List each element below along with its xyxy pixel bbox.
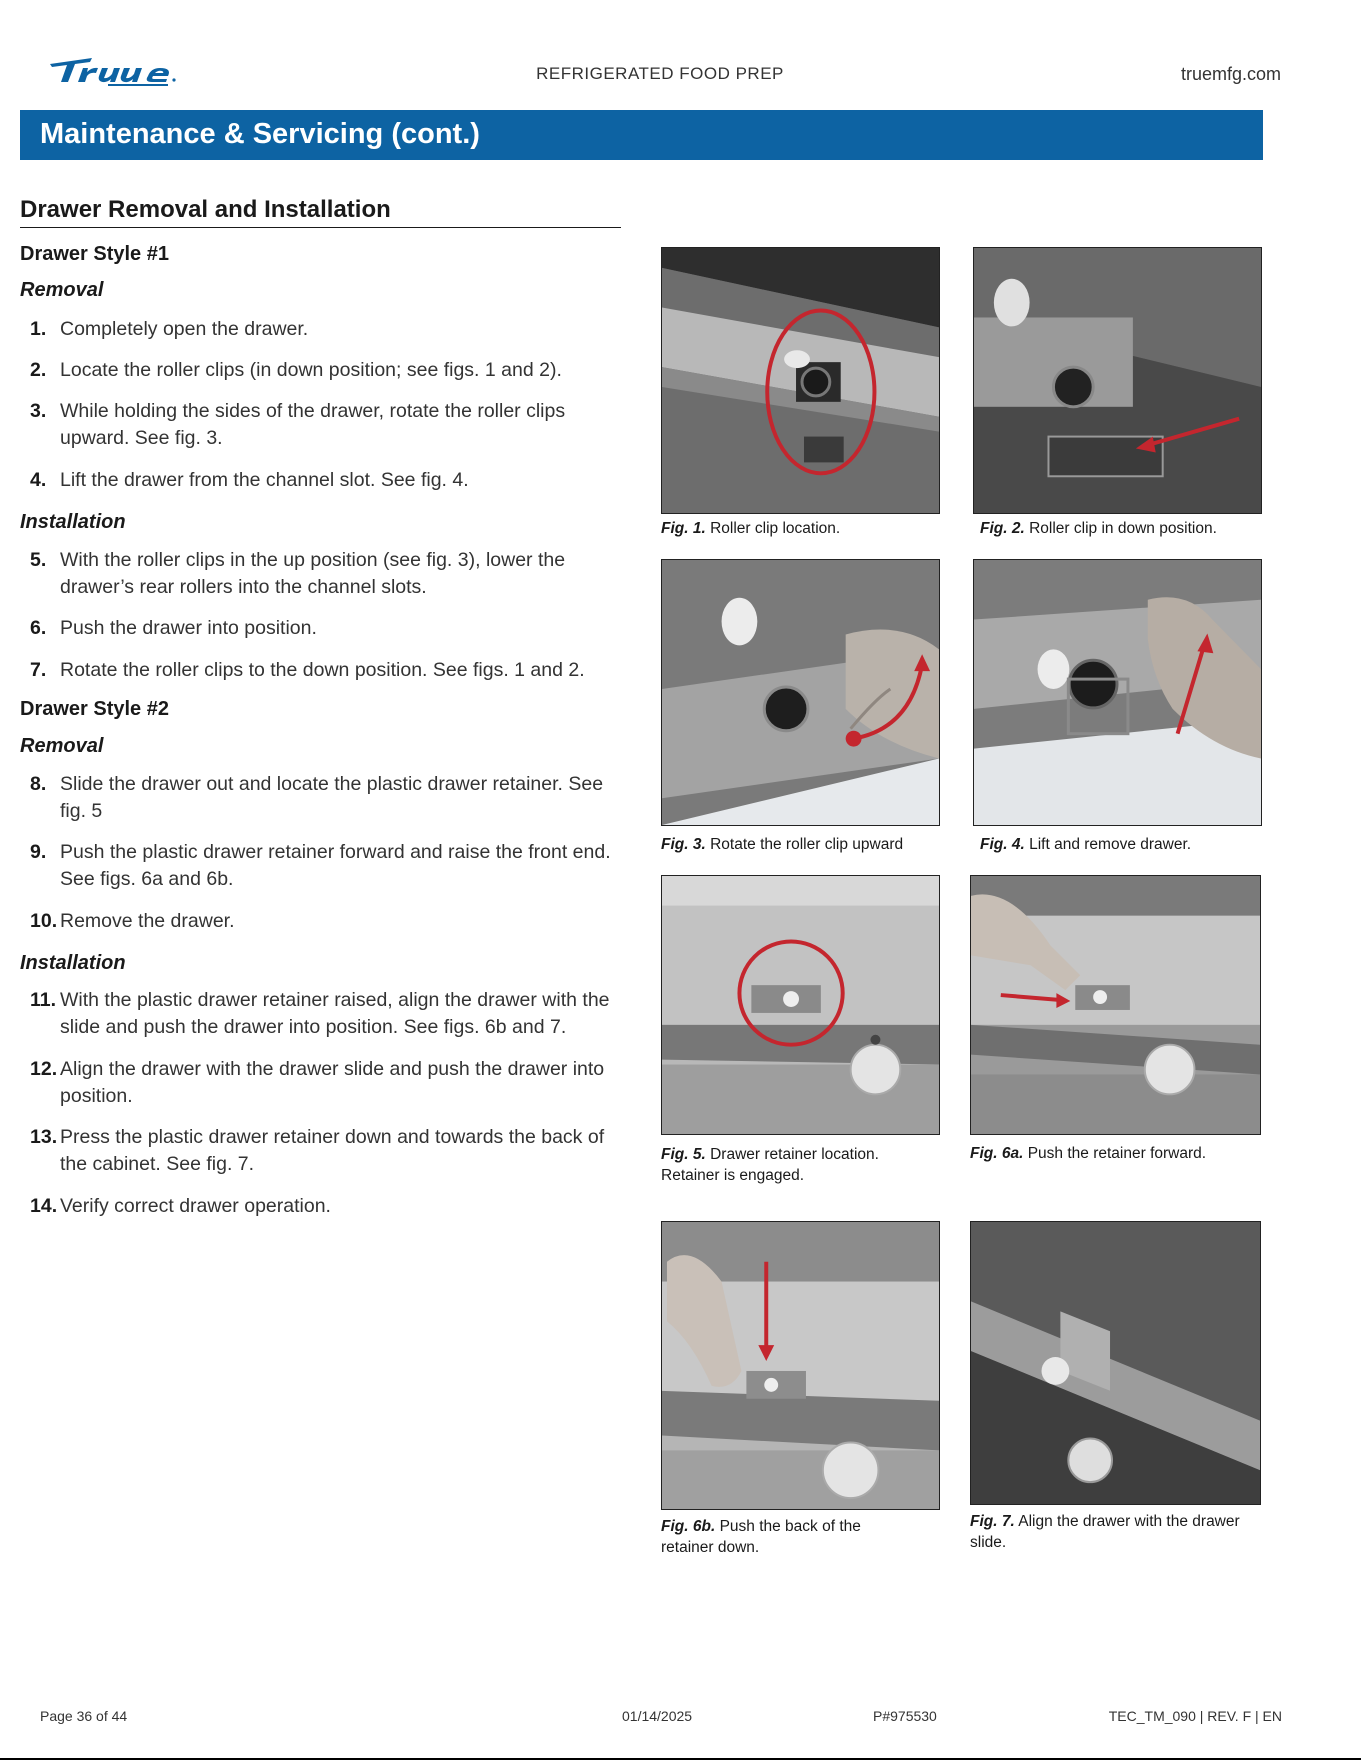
- figure-caption-text: Rotate the roller clip upward: [710, 836, 904, 853]
- step-item: [30, 398, 630, 452]
- banner-title: Maintenance & Servicing (cont.): [40, 118, 480, 150]
- figure-caption-text: Roller clip in down position.: [1029, 520, 1217, 537]
- step-number: 5.: [30, 549, 47, 571]
- step-text: Press the plastic drawer retainer down and towards the back of the cabinet. See fig. 7.: [60, 1126, 605, 1175]
- step-number: 1.: [30, 318, 47, 340]
- step-text: Locate the roller clips (in down position; see figs. 1 and 2).: [60, 359, 562, 381]
- figure-label: Fig. 3.: [661, 836, 706, 853]
- step-text: Align the drawer with the drawer slide and push the drawer into position.: [60, 1058, 605, 1107]
- footer-date: 01/14/2025: [622, 1708, 693, 1724]
- figure-5-photo: [661, 875, 940, 1135]
- figure-caption-text: Align the drawer with the drawer slide.: [970, 1513, 1240, 1551]
- footer-page-number: Page 36 of 44: [40, 1708, 128, 1724]
- figure-label: Fig. 7.: [970, 1513, 1015, 1530]
- step-number: 9.: [30, 841, 47, 863]
- step-number: 2.: [30, 359, 47, 381]
- step-number: 13.: [30, 1126, 58, 1148]
- figure-4-photo: [973, 559, 1262, 826]
- step-text: Lift the drawer from the channel slot. See fig. 4.: [60, 469, 469, 491]
- step-text: With the plastic drawer retainer raised, align the drawer with the slide and push the drawer into position. See figs. 6b and 7.: [60, 989, 610, 1038]
- figure-label: Fig. 2.: [980, 520, 1025, 537]
- step-item: [30, 615, 630, 642]
- step-item: [30, 1193, 630, 1220]
- figure-2-caption: [980, 518, 1270, 539]
- figure-6a-photo: [970, 875, 1261, 1135]
- step-item: [30, 467, 630, 494]
- step-number: 4.: [30, 469, 47, 491]
- figure-caption-text: Lift and remove drawer.: [1029, 836, 1192, 853]
- step-item: [30, 987, 630, 1041]
- figure-6b-photo: [661, 1221, 940, 1510]
- figure-label: Fig. 5.: [661, 1146, 706, 1163]
- step-text: Completely open the drawer.: [60, 318, 309, 340]
- step-number: 3.: [30, 400, 47, 422]
- step-item: [30, 657, 630, 684]
- style-1-installation-heading: Installation: [20, 511, 126, 533]
- figure-7-photo: [970, 1221, 1261, 1505]
- header-website: truemfg.com: [1180, 64, 1281, 84]
- header-document-type: REFRIGERATED FOOD PREP: [536, 64, 784, 83]
- step-item: [30, 316, 630, 343]
- step-item: [30, 771, 630, 825]
- footer-divider: [0, 1758, 1361, 1760]
- figure-label: Fig. 1.: [661, 520, 706, 537]
- figure-3-caption: [661, 834, 941, 855]
- step-item: [30, 1124, 630, 1178]
- step-item: [30, 357, 630, 384]
- step-item: [30, 1056, 630, 1110]
- figure-7-caption: [970, 1511, 1260, 1553]
- figure-label: Fig. 6a.: [970, 1145, 1024, 1162]
- section-banner: [20, 110, 1263, 160]
- figure-caption-text: Roller clip location.: [710, 520, 841, 537]
- figure-caption-text: Push the back of the retainer down.: [661, 1518, 861, 1556]
- figure-label: Fig. 6b.: [661, 1518, 716, 1535]
- figure-1-caption: [661, 518, 941, 539]
- step-item: [30, 839, 630, 893]
- figure-6a-caption: [970, 1143, 1260, 1164]
- step-number: 11.: [30, 989, 57, 1011]
- style-2-installation-heading: Installation: [20, 952, 126, 974]
- footer-document-id: TEC_TM_090 | REV. F | EN: [1108, 1708, 1282, 1724]
- step-number: 14.: [30, 1195, 58, 1217]
- step-number: 10.: [30, 910, 58, 932]
- style-2-removal-heading: Removal: [20, 735, 104, 757]
- step-text: Rotate the roller clips to the down position. See figs. 1 and 2.: [60, 659, 585, 681]
- figure-caption-text: Push the retainer forward.: [1027, 1145, 1207, 1162]
- figure-6b-caption: [661, 1516, 901, 1558]
- figure-3-photo: [661, 559, 940, 826]
- section-title: Drawer Removal and Installation: [20, 196, 391, 223]
- figure-5-caption: [661, 1144, 921, 1186]
- figure-label: Fig. 4.: [980, 836, 1025, 853]
- figure-2-photo: [973, 247, 1262, 514]
- step-item: [30, 908, 630, 935]
- figure-4-caption: [980, 834, 1270, 855]
- step-text: Push the plastic drawer retainer forward and raise the front end. See figs. 6a and 6b.: [60, 841, 611, 890]
- step-text: Slide the drawer out and locate the plastic drawer retainer. See fig. 5: [60, 773, 604, 822]
- style-1-removal-heading: Removal: [20, 279, 104, 301]
- step-text: Remove the drawer.: [60, 910, 235, 932]
- step-text: With the roller clips in the up position (see fig. 3), lower the drawer’s rear rollers into the channel slots.: [60, 549, 566, 598]
- step-number: 7.: [30, 659, 47, 681]
- step-text: Verify correct drawer operation.: [60, 1195, 331, 1217]
- step-item: [30, 547, 630, 601]
- figure-1-photo: [661, 247, 940, 514]
- step-number: 12.: [30, 1058, 58, 1080]
- drawer-style-2-heading: Drawer Style #2: [20, 698, 169, 720]
- section-divider: [20, 227, 621, 228]
- step-number: 6.: [30, 617, 47, 639]
- step-number: 8.: [30, 773, 47, 795]
- figure-caption-text: Drawer retainer location. Retainer is engaged.: [661, 1146, 879, 1184]
- step-text: While holding the sides of the drawer, rotate the roller clips upward. See fig. 3.: [60, 400, 566, 449]
- step-text: Push the drawer into position.: [60, 617, 317, 639]
- drawer-style-1-heading: Drawer Style #1: [20, 243, 169, 265]
- footer-part-number: P#975530: [873, 1708, 937, 1724]
